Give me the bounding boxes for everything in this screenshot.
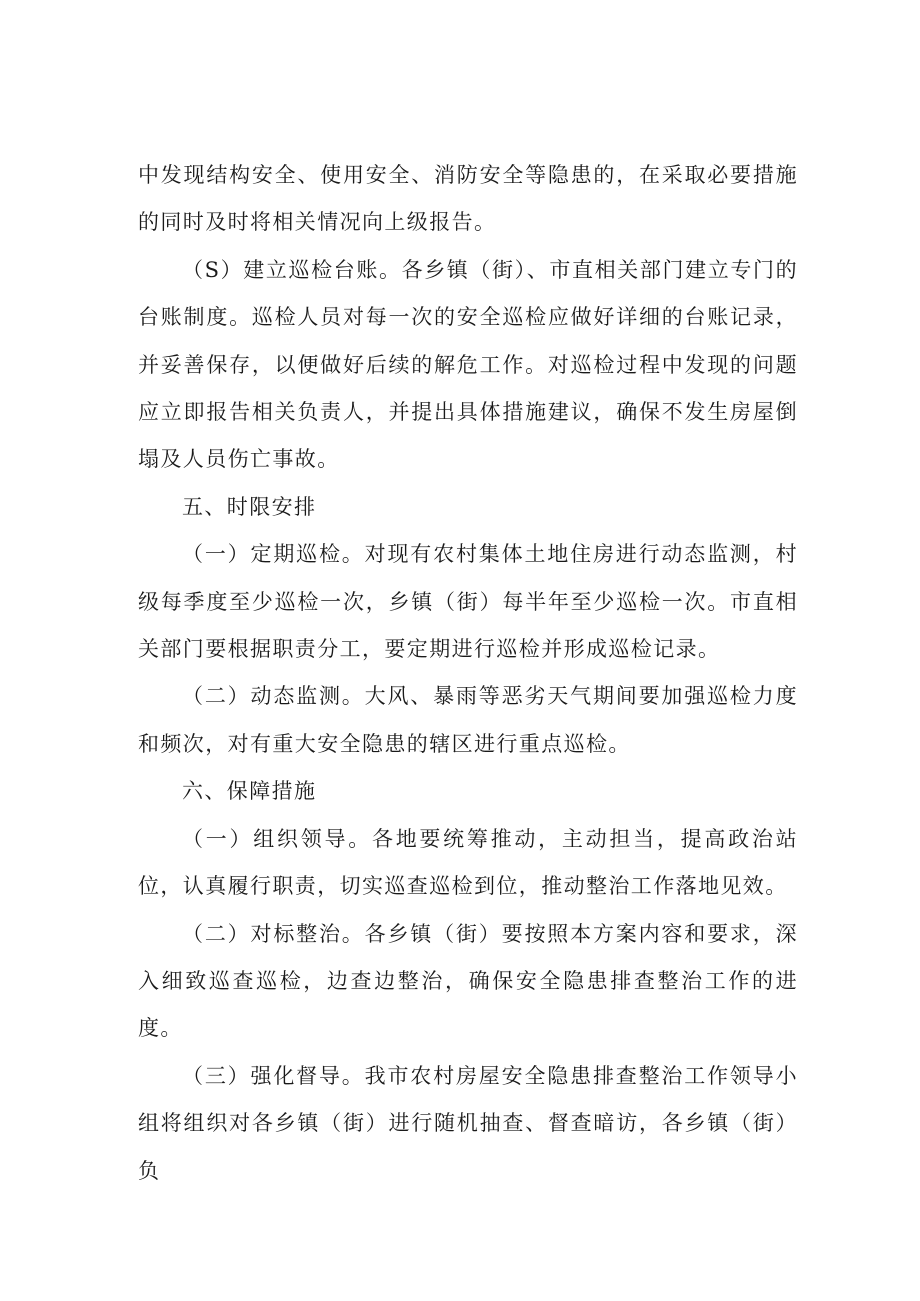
- paragraph-inspection-ledger: （S）建立巡检台账。各乡镇（街）、市直相关部门建立专门的台账制度。巡检人员对每一次的安全巡检应做好详细的台账记录，并妥善保存，以便做好后续的解危工作。对巡检过程中发现的问题应立即报告相关负责人，并提出具体措施建议，确保不发生房屋倒塌及人员伤亡事故。: [138, 257, 798, 472]
- section-heading-safeguard-measures: 六、保障措施: [182, 779, 317, 804]
- paragraph-regular-inspection: （一）定期巡检。对现有农村集体土地住房进行动态监测，村级每季度至少巡检一次，乡镇（街）每半年至少巡检一次。市直相关部门要根据职责分工，要定期进行巡检并形成巡检记录。: [138, 542, 798, 662]
- document-body: [138, 152, 798, 1195]
- paragraph-continuation: 中发现结构安全、使用安全、消防安全等隐患的，在采取必要措施的同时及时将相关情况向上级报告。: [138, 163, 798, 235]
- paragraph-dynamic-monitoring: （二）动态监测。大风、暴雨等恶劣天气期间要加强巡检力度和频次，对有重大安全隐患的辖区进行重点巡检。: [138, 684, 798, 756]
- paragraph-strengthen-supervision: （三）强化督导。我市农村房屋安全隐患排查整治工作领导小组将组织对各乡镇（街）进行随机抽查、督查暗访，各乡镇（街）负: [138, 1063, 798, 1183]
- section-heading-time-arrangement: 五、时限安排: [182, 494, 317, 519]
- paragraph-organizational-leadership: （一）组织领导。各地要统筹推动，主动担当，提高政治站位，认真履行职责，切实巡查巡检到位，推动整治工作落地见效。: [138, 826, 798, 899]
- paragraph-benchmark-rectification: （二）对标整治。各乡镇（街）要按照本方案内容和要求，深入细致巡查巡检，边查边整治，确保安全隐患排查整治工作的进度。: [138, 921, 798, 1041]
